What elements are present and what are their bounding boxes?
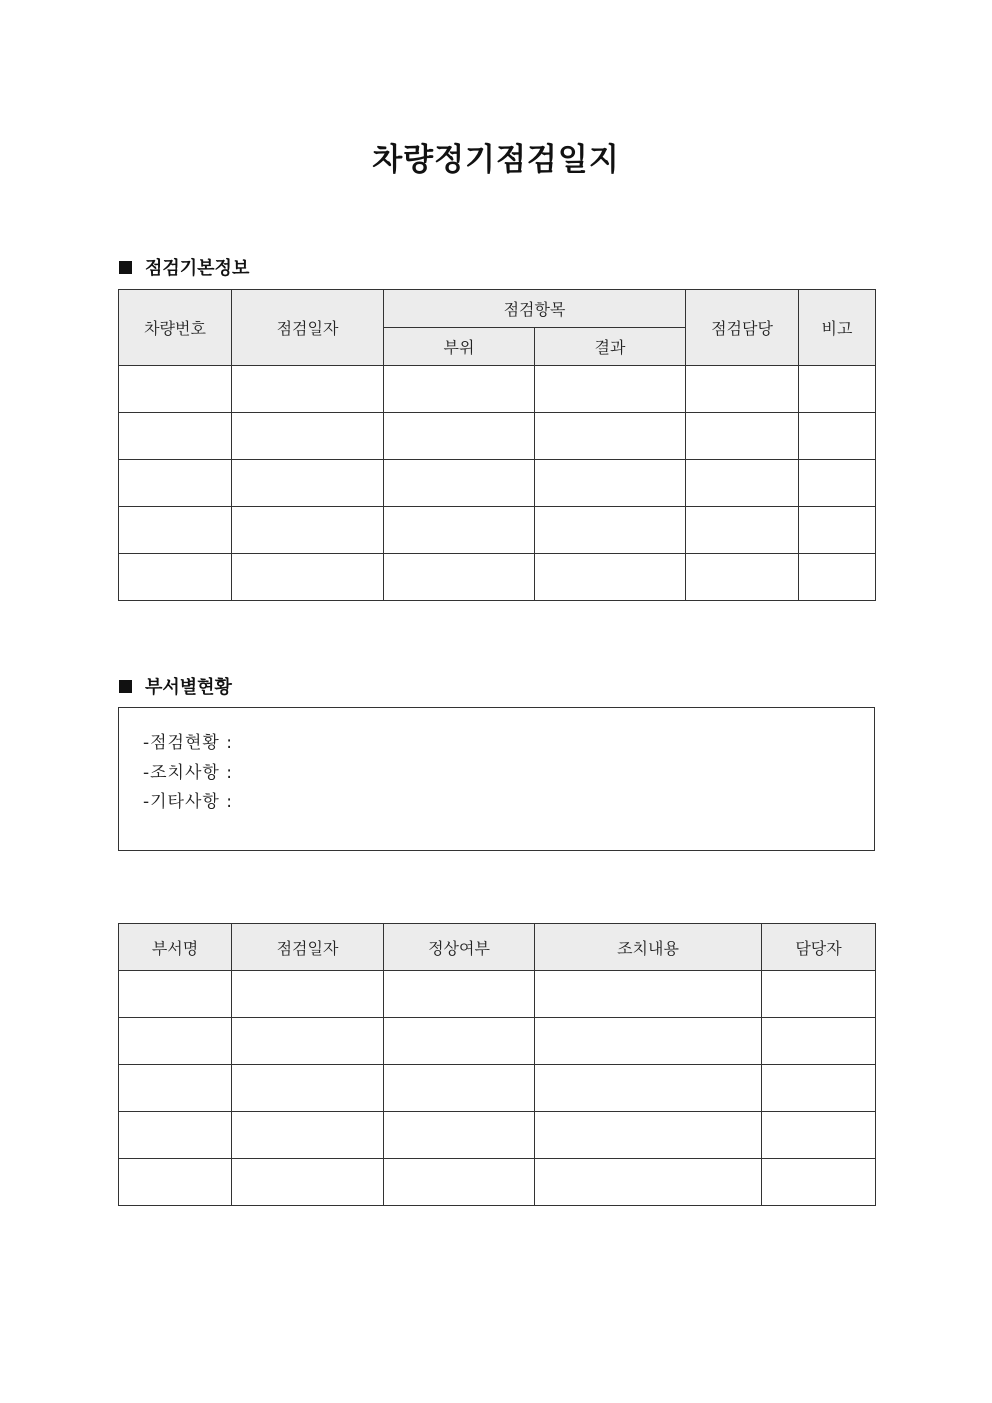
table-cell[interactable] (686, 507, 799, 554)
table-row (119, 1159, 876, 1206)
table-cell[interactable] (535, 507, 686, 554)
table-cell[interactable] (535, 971, 762, 1018)
table-cell[interactable] (799, 554, 876, 601)
header-inspection-items: 점검항목 (384, 290, 686, 328)
header-inspection-date: 점검일자 (232, 924, 384, 971)
table-cell[interactable] (384, 413, 535, 460)
section-heading-label: 부서별현황 (145, 677, 232, 698)
table-row (119, 460, 876, 507)
table-cell[interactable] (762, 1159, 876, 1206)
table-row (119, 971, 876, 1018)
table-row (119, 507, 876, 554)
table-cell[interactable] (119, 1159, 232, 1206)
table-row (119, 413, 876, 460)
note-inspection-status[interactable]: -점검현황 : (143, 733, 233, 753)
table-row (119, 1065, 876, 1112)
table-cell[interactable] (384, 1159, 535, 1206)
table-cell[interactable] (384, 1018, 535, 1065)
section-heading-basic-info (119, 254, 249, 280)
square-bullet-icon (119, 680, 132, 693)
inspection-info-table (118, 289, 876, 601)
note-action-taken[interactable]: -조치사항 : (143, 763, 233, 783)
notes-box (118, 707, 875, 851)
table-cell[interactable] (762, 1065, 876, 1112)
table-row (119, 1112, 876, 1159)
table-cell[interactable] (384, 554, 535, 601)
table-cell[interactable] (762, 1112, 876, 1159)
table-cell[interactable] (232, 413, 384, 460)
table-cell[interactable] (119, 413, 232, 460)
table-cell[interactable] (535, 1159, 762, 1206)
header-part: 부위 (384, 328, 535, 366)
header-result: 결과 (535, 328, 686, 366)
table-cell[interactable] (232, 366, 384, 413)
section-heading-dept-status (119, 673, 232, 699)
table-cell[interactable] (799, 460, 876, 507)
table-cell[interactable] (232, 1018, 384, 1065)
table-cell[interactable] (384, 460, 535, 507)
table-cell[interactable] (686, 460, 799, 507)
note-other[interactable]: -기타사항 : (143, 792, 233, 812)
table-cell[interactable] (119, 366, 232, 413)
table-cell[interactable] (232, 554, 384, 601)
table-cell[interactable] (119, 971, 232, 1018)
table-cell[interactable] (119, 1065, 232, 1112)
header-vehicle-no: 차량번호 (119, 290, 232, 366)
section-heading-label: 점검기본정보 (145, 258, 250, 279)
table-cell[interactable] (535, 413, 686, 460)
table-cell[interactable] (686, 554, 799, 601)
table-cell[interactable] (686, 413, 799, 460)
table-cell[interactable] (762, 971, 876, 1018)
header-remarks: 비고 (799, 290, 876, 366)
header-person-in-charge: 담당자 (762, 924, 876, 971)
table-cell[interactable] (384, 1112, 535, 1159)
table-cell[interactable] (535, 460, 686, 507)
square-bullet-icon (119, 261, 132, 274)
table-cell[interactable] (384, 366, 535, 413)
table-cell[interactable] (232, 1159, 384, 1206)
header-action-details: 조치내용 (535, 924, 762, 971)
table-cell[interactable] (535, 366, 686, 413)
table-row (119, 366, 876, 413)
table-cell[interactable] (535, 1112, 762, 1159)
header-inspector: 점검담당 (686, 290, 799, 366)
table-cell[interactable] (119, 1018, 232, 1065)
table-cell[interactable] (535, 554, 686, 601)
table-cell[interactable] (232, 971, 384, 1018)
page-title: 차량정기점검일지 (372, 142, 620, 178)
table-cell[interactable] (384, 1065, 535, 1112)
table-cell[interactable] (799, 413, 876, 460)
table-cell[interactable] (119, 460, 232, 507)
table-cell[interactable] (232, 460, 384, 507)
table-row (119, 1018, 876, 1065)
header-dept-name: 부서명 (119, 924, 232, 971)
table-cell[interactable] (119, 554, 232, 601)
table-cell[interactable] (232, 507, 384, 554)
table-cell[interactable] (232, 1065, 384, 1112)
table-cell[interactable] (799, 366, 876, 413)
table-cell[interactable] (535, 1065, 762, 1112)
table-row (119, 554, 876, 601)
table-cell[interactable] (232, 1112, 384, 1159)
table-cell[interactable] (686, 366, 799, 413)
table-cell[interactable] (535, 1018, 762, 1065)
header-inspection-date: 점검일자 (232, 290, 384, 366)
dept-status-table (118, 923, 876, 1206)
table-cell[interactable] (762, 1018, 876, 1065)
header-normal-status: 정상여부 (384, 924, 535, 971)
table-cell[interactable] (384, 971, 535, 1018)
table-cell[interactable] (119, 1112, 232, 1159)
table-cell[interactable] (799, 507, 876, 554)
table-cell[interactable] (119, 507, 232, 554)
table-cell[interactable] (384, 507, 535, 554)
